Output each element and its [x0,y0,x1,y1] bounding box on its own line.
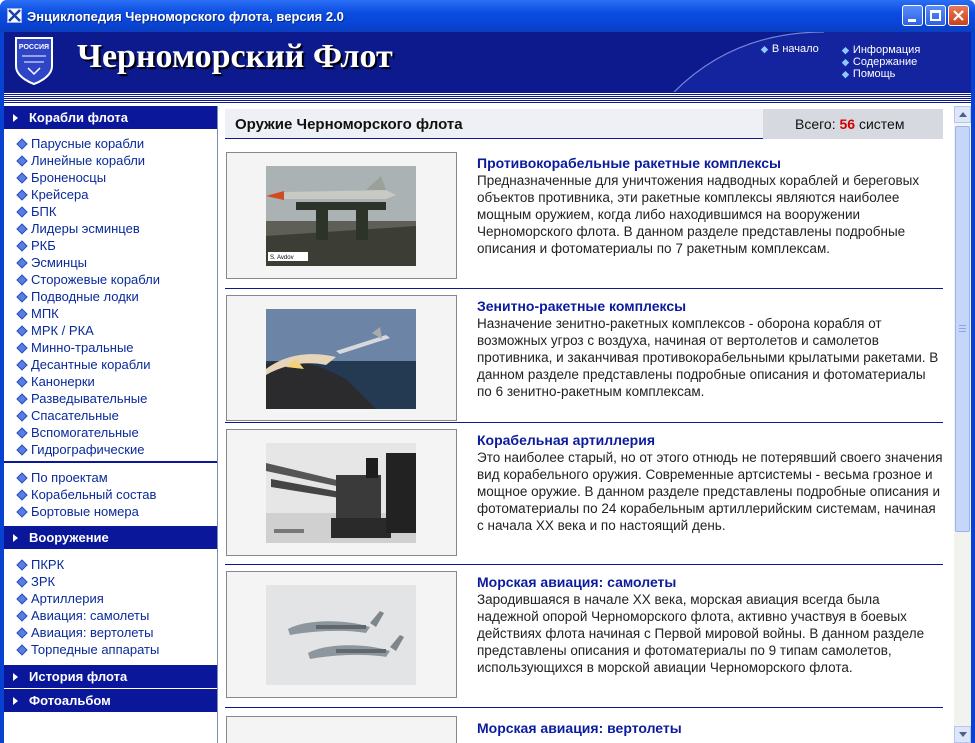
item-description: Назначение зенитно-ракетных комплексов - оборона корабля от возможных угроз с воздуха, начиная от вертолетов и самолетов противника, и заканчивая противокорабельными крылатыми ракетами. В данном разделе представлены подробные описания и фотоматериалы по 6 зенитно-ракетным комплексам. [477,316,939,399]
nav-item-ship-type[interactable]: Броненосцы [4,169,217,186]
client-area [4,32,971,743]
nav-item-weapon-type[interactable]: Авиация: самолеты [4,607,217,624]
nav-item-ship-type[interactable]: Разведывательные [4,390,217,407]
diamond-icon: ◆ [842,69,849,79]
nav-item-ship-type[interactable]: Сторожевые корабли [4,271,217,288]
item-title[interactable]: Морская авиация: вертолеты [477,720,682,736]
nav-item-ship-index[interactable]: Корабельный состав [4,486,217,503]
nav-item-ship-type[interactable]: Крейсера [4,186,217,203]
nav-item-ship-index[interactable]: Бортовые номера [4,503,217,520]
weapon-category-item[interactable] [225,289,943,423]
main-content [219,106,971,743]
nav-section-photoalbum[interactable]: Фотоальбом [4,689,217,713]
nav-item-weapon-type[interactable]: Авиация: вертолеты [4,624,217,641]
naval-artillery-photo [266,443,416,543]
nav-item-ship-type[interactable]: Парусные корабли [4,135,217,152]
diamond-icon: ◆ [761,44,768,54]
emblem-text: РОССИЯ [18,44,50,51]
item-title[interactable]: Морская авиация: самолеты [477,574,677,590]
nav-item-ship-type[interactable]: Спасательные [4,407,217,424]
nav-item-ship-type[interactable]: МПК [4,305,217,322]
nav-section-ships[interactable]: Корабли флота [4,106,217,130]
top-link-label: Содержание [852,56,918,68]
page-title: Оружие Черноморского флота [235,116,463,133]
weapon-category-item[interactable] [225,565,943,708]
nav-item-ship-type[interactable]: МРК / РКА [4,322,217,339]
item-description: Это наиболее старый, но от этого отнюдь не потерявший своего значения вид корабельного оружия. Современные артсистемы - весьма грозное и мощное оружие. В данном разделе представлены подробные описания и фотоматериалы по 24 корабельным артиллерийским системам, начиная с начала XX века и по настоящий день. [477,450,943,533]
top-link-label: В начало [771,43,819,55]
weapon-category-item[interactable] [225,708,943,743]
minimize-button[interactable] [902,5,923,26]
weapon-category-item[interactable] [225,146,943,289]
count-prefix: Всего: [795,116,836,132]
count-suffix: систем [858,116,905,132]
item-description: Зародившаяся в начале XX века, морская авиация всегда была надежной опорой Черноморского флота, активно участвуя в боевых действиях флота начиная с Первой мировой войны. В данном разделе представлены описания и фотоматериалы по 9 типам самолетов, использующихся в морской авиации Черноморского флота. [477,592,925,675]
missile-photo [266,166,416,266]
top-link-label: Помощь [852,68,896,80]
left-navigation [4,106,218,743]
item-title[interactable]: Зенитно-ракетные комплексы [477,298,687,314]
nav-item-ship-type[interactable]: Подводные лодки [4,288,217,305]
top-link-label: Информация [852,44,921,56]
scroll-up-button[interactable] [954,106,971,123]
nav-item-ship-type[interactable]: Десантные корабли [4,356,217,373]
total-count [763,109,943,139]
item-photo-frame[interactable] [226,295,457,421]
nav-item-ship-type[interactable]: Лидеры эсминцев [4,220,217,237]
item-photo-frame[interactable] [226,152,457,279]
weapons-list [4,550,217,665]
nav-item-weapon-type[interactable]: Артиллерия [4,590,217,607]
app-title: Черноморский Флот [77,38,393,75]
diamond-icon: ◆ [842,45,849,55]
diamond-icon: ◆ [842,57,849,67]
nav-item-ship-type[interactable]: РКБ [4,237,217,254]
nav-item-ship-type[interactable]: Минно-тральные [4,339,217,356]
item-photo-frame[interactable] [226,716,457,743]
vertical-scrollbar[interactable] [954,106,971,743]
top-link-info[interactable] [842,44,920,56]
nav-item-ship-type[interactable]: БПК [4,203,217,220]
scroll-down-button[interactable] [954,726,971,743]
nav-item-ship-type[interactable]: Линейные корабли [4,152,217,169]
amphibious-aircraft-photo [266,585,416,685]
minimize-icon [908,19,916,22]
weapon-category-item[interactable] [225,423,943,565]
app-icon[interactable] [7,8,22,23]
sam-launch-photo [266,309,416,409]
nav-section-history[interactable]: История флота [4,665,217,689]
close-button[interactable] [948,5,969,26]
nav-item-ship-type[interactable]: Гидрографические [4,441,217,458]
item-title[interactable]: Противокорабельные ракетные комплексы [477,155,781,171]
top-link-help[interactable] [842,68,895,80]
count-value: 56 [839,116,856,132]
header-stripes [4,92,971,104]
item-photo-frame[interactable] [226,571,457,698]
item-photo-frame[interactable] [226,429,457,556]
item-title[interactable]: Корабельная артиллерия [477,432,656,448]
ships-list [4,130,217,461]
nav-item-ship-type[interactable]: Канонерки [4,373,217,390]
window-title: Энциклопедия Черноморского флота, версия 2.0 [27,9,344,24]
nav-item-weapon-type[interactable]: ЗРК [4,573,217,590]
title-bar[interactable] [0,0,975,32]
nav-item-ship-type[interactable]: Эсминцы [4,254,217,271]
weapon-list-view [219,106,954,743]
maximize-button[interactable] [925,5,946,26]
close-icon [953,10,964,21]
top-link-home[interactable] [761,43,819,55]
scroll-thumb[interactable] [955,126,970,532]
nav-item-weapon-type[interactable]: ПКРК [4,556,217,573]
nav-item-ship-type[interactable]: Вспомогательные [4,424,217,441]
item-description: Предназначенные для уничтожения надводных кораблей и береговых объектов противника, эти ракетные комплексы являются наиболее мощным оружием, когда либо находившимся на вооружении Черноморского флота. В данном разделе представлены подробные описания и фотоматериалы по 7 ракетным комплексам. [477,173,920,256]
nav-item-ship-index[interactable]: По проектам [4,469,217,486]
nav-section-weapons[interactable]: Вооружение [4,526,217,550]
ships-extra-list [4,461,217,526]
photo-caption: S. Avdov [270,255,294,261]
nav-item-weapon-type[interactable]: Торпедные аппараты [4,641,217,658]
top-link-contents[interactable] [842,56,917,68]
header-banner [4,32,971,92]
arrow-down-icon [959,732,967,737]
russia-emblem-logo [14,36,54,86]
maximize-icon [930,10,941,21]
arrow-up-icon [959,112,967,117]
section-header [225,109,943,139]
